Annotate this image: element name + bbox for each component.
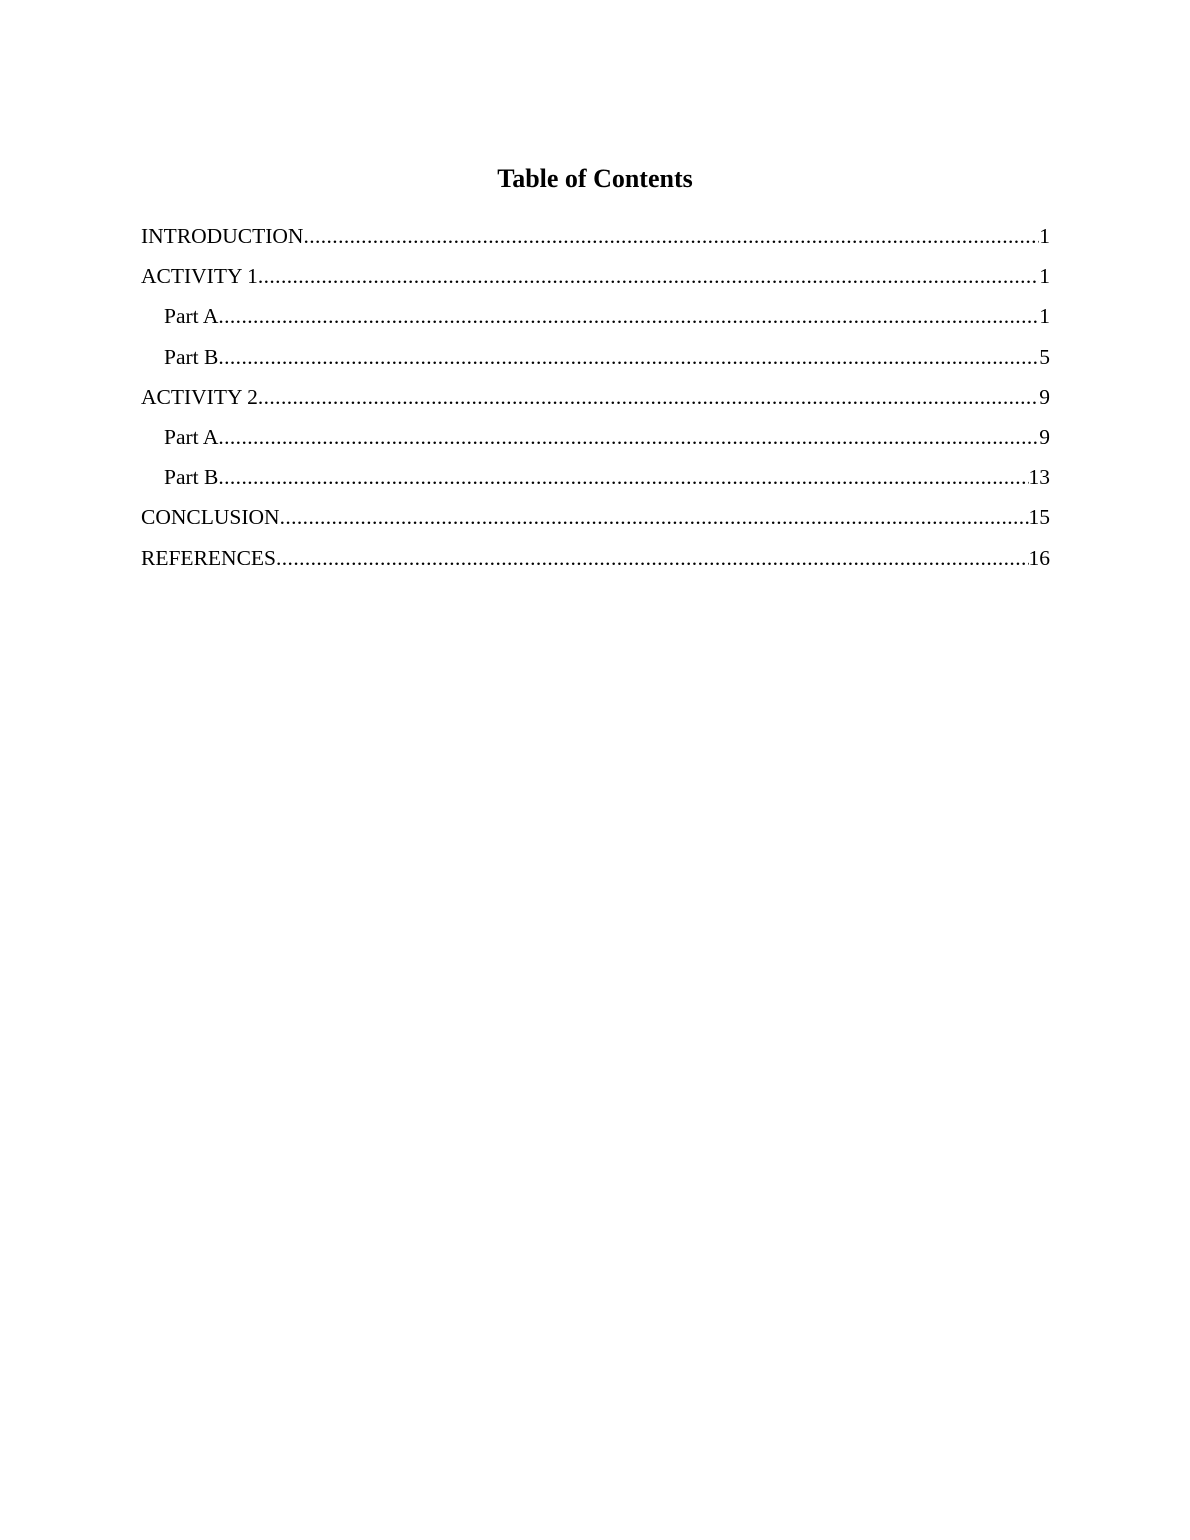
toc-list xyxy=(141,220,1050,582)
toc-entry-label: Part B xyxy=(164,344,219,369)
toc-entry-page-number: 1 xyxy=(1039,304,1050,329)
toc-entry-page-number: 9 xyxy=(1039,424,1050,449)
toc-entry-references[interactable] xyxy=(141,542,1050,582)
toc-entry-introduction[interactable] xyxy=(141,220,1050,260)
toc-dot-leader xyxy=(218,341,1039,373)
toc-dot-leader xyxy=(258,381,1039,413)
toc-dot-leader xyxy=(258,260,1039,292)
toc-entry-label: REFERENCES xyxy=(141,545,276,570)
toc-dot-leader xyxy=(276,542,1029,574)
toc-title: Table of Contents xyxy=(497,164,693,193)
toc-entry-activity-2[interactable] xyxy=(141,381,1050,421)
toc-entry-page-number: 1 xyxy=(1039,224,1050,248)
toc-entry-label: INTRODUCTION xyxy=(141,224,304,248)
toc-dot-leader xyxy=(303,220,1039,252)
toc-entry-activity-1-part-a[interactable] xyxy=(141,300,1050,340)
toc-entry-label: Part A xyxy=(164,424,219,449)
toc-dot-leader xyxy=(280,501,1029,533)
toc-entry-label: CONCLUSION xyxy=(141,505,280,530)
toc-entry-page-number: 1 xyxy=(1039,264,1050,289)
toc-entry-label: ACTIVITY 1 xyxy=(141,264,258,289)
toc-dot-leader xyxy=(218,461,1028,493)
toc-entry-label: Part A xyxy=(164,304,219,329)
toc-entry-page-number: 5 xyxy=(1039,344,1050,369)
toc-entry-page-number: 15 xyxy=(1028,505,1050,530)
toc-entry-label: ACTIVITY 2 xyxy=(141,384,258,409)
toc-entry-page-number: 16 xyxy=(1028,545,1050,570)
toc-entry-conclusion[interactable] xyxy=(141,501,1050,541)
toc-entry-activity-2-part-a[interactable] xyxy=(141,421,1050,461)
toc-entry-activity-2-part-b[interactable] xyxy=(141,461,1050,501)
toc-entry-activity-1-part-b[interactable] xyxy=(141,341,1050,381)
toc-dot-leader xyxy=(218,421,1039,453)
toc-dot-leader xyxy=(218,300,1039,332)
toc-entry-activity-1[interactable] xyxy=(141,260,1050,300)
toc-entry-page-number: 13 xyxy=(1028,465,1050,490)
toc-entry-page-number: 9 xyxy=(1039,384,1050,409)
toc-entry-label: Part B xyxy=(164,465,219,490)
